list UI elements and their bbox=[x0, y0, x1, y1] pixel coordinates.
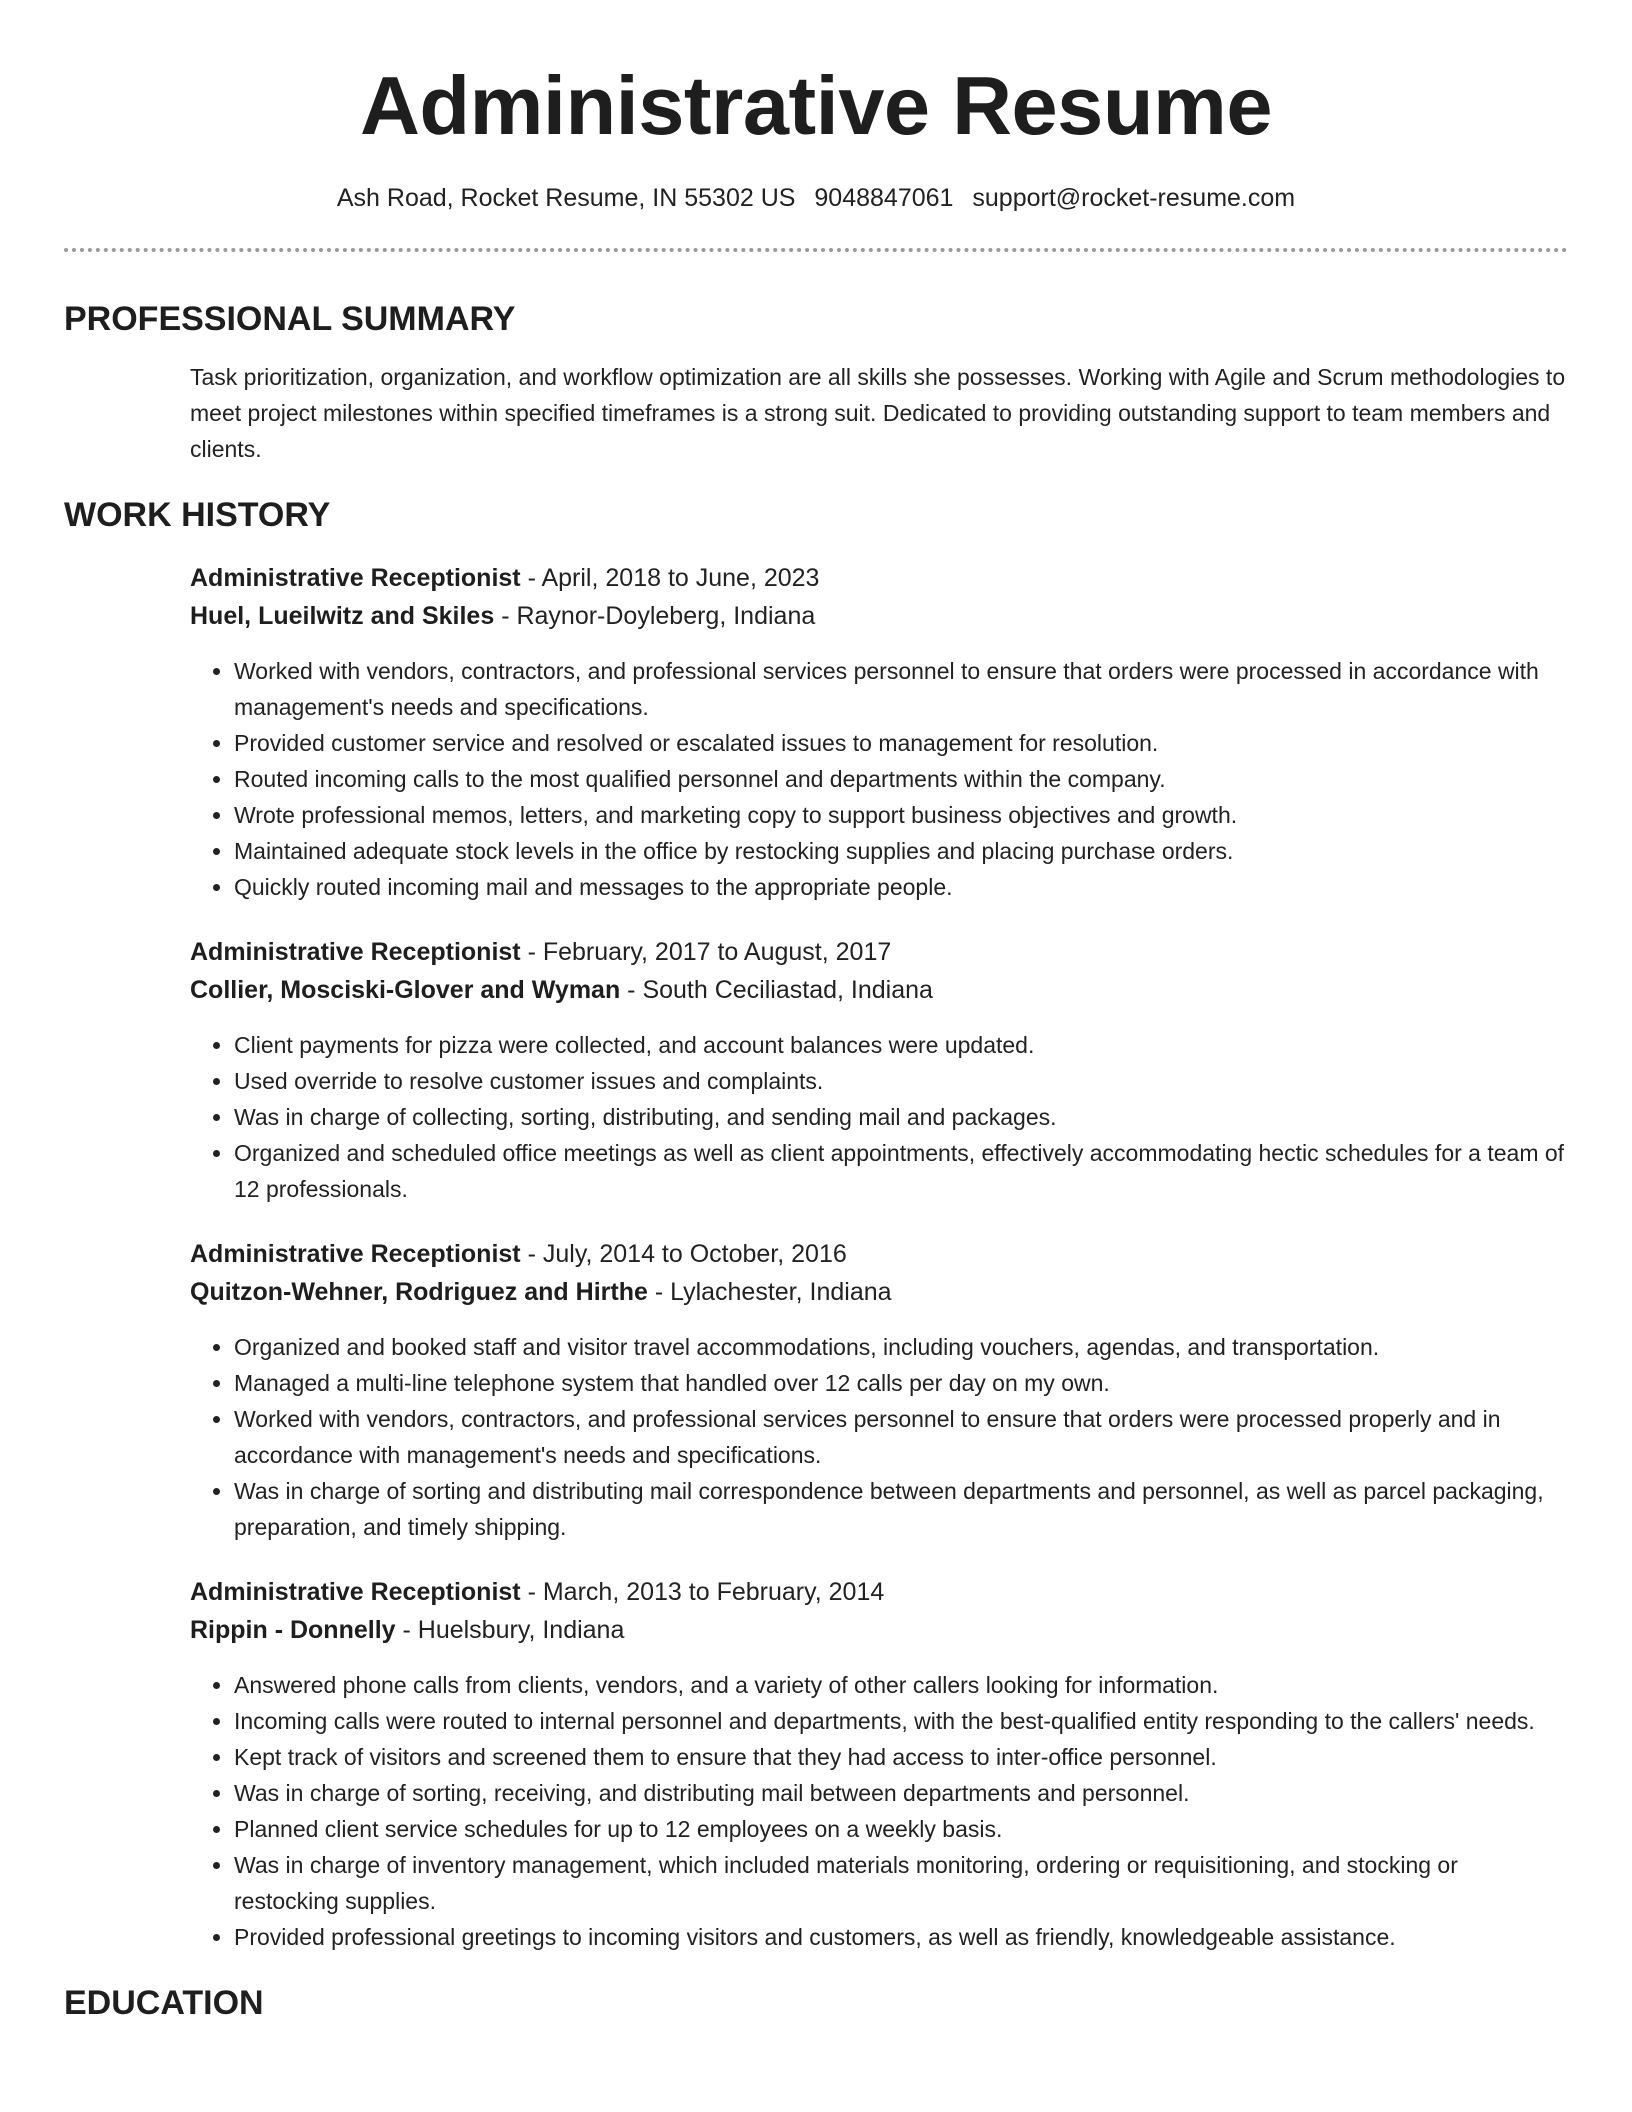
job-title-line bbox=[190, 559, 1568, 597]
job-duty-item: • Organized and booked staff and visitor travel accommodations, including vouchers, agendas, and transportation. bbox=[234, 1329, 1568, 1365]
job-dates: - March, 2013 to February, 2014 bbox=[520, 1578, 885, 1606]
job-duty-item: • Worked with vendors, contractors, and professional services personnel to ensure that orders were processed properly and in accordance with management's needs and specifications. bbox=[234, 1401, 1568, 1473]
job-title: Administrative Receptionist bbox=[190, 564, 521, 592]
job-dates: - February, 2017 to August, 2017 bbox=[520, 938, 892, 966]
job-duty-item: • Kept track of visitors and screened them to ensure that they had access to inter-office personnel. bbox=[234, 1739, 1568, 1775]
job-entry bbox=[190, 1235, 1568, 1545]
summary-text: Task prioritization, organization, and workflow optimization are all skills she possesses. Working with Agile and Scrum methodologies to meet project milestones within specified timeframes is a strong suit. Dedicated to providing outstanding support to team members and clients. bbox=[190, 364, 1566, 462]
work-history-list bbox=[0, 559, 1632, 1955]
job-duty-item: • Was in charge of sorting, receiving, and distributing mail between departments and personnel. bbox=[234, 1775, 1568, 1811]
job-duty-item: • Client payments for pizza were collected, and account balances were updated. bbox=[234, 1027, 1568, 1063]
job-company-line bbox=[190, 1611, 1568, 1649]
job-duty-item: • Organized and scheduled office meetings as well as client appointments, effectively accommodating hectic schedules for a team of 12 professionals. bbox=[234, 1135, 1568, 1207]
work-history-heading: WORK HISTORY bbox=[64, 496, 331, 534]
job-duty-item: • Answered phone calls from clients, vendors, and a variety of other callers looking for information. bbox=[234, 1667, 1568, 1703]
contact-address: Ash Road, Rocket Resume, IN 55302 US bbox=[336, 184, 796, 212]
job-title-line bbox=[190, 933, 1568, 971]
job-company: Quitzon-Wehner, Rodriguez and Hirthe bbox=[190, 1278, 648, 1306]
job-location: - Raynor-Doyleberg, Indiana bbox=[494, 602, 816, 630]
contact-phone: 9048847061 bbox=[814, 184, 954, 212]
job-location: - Lylachester, Indiana bbox=[647, 1278, 892, 1306]
job-title: Administrative Receptionist bbox=[190, 1578, 521, 1606]
job-duties-list bbox=[190, 653, 1568, 905]
job-duty-item: • Was in charge of sorting and distributing mail correspondence between departments and personnel, as well as parcel packaging, preparation, and timely shipping. bbox=[234, 1473, 1568, 1545]
job-title: Administrative Receptionist bbox=[190, 1240, 521, 1268]
job-company: Huel, Lueilwitz and Skiles bbox=[190, 602, 495, 630]
contact-line bbox=[0, 180, 1632, 216]
job-entry bbox=[190, 933, 1568, 1207]
job-location: - Huelsbury, Indiana bbox=[395, 1616, 625, 1644]
job-entry bbox=[190, 559, 1568, 905]
job-duties-list bbox=[190, 1027, 1568, 1207]
job-location: - South Ceciliastad, Indiana bbox=[620, 976, 933, 1004]
job-duty-item: • Wrote professional memos, letters, and marketing copy to support business objectives and growth. bbox=[234, 797, 1568, 833]
job-duty-item: • Was in charge of collecting, sorting, distributing, and sending mail and packages. bbox=[234, 1099, 1568, 1135]
header-divider bbox=[64, 248, 1568, 252]
job-title-line bbox=[190, 1573, 1568, 1611]
summary-heading: PROFESSIONAL SUMMARY bbox=[64, 300, 516, 338]
education-heading: EDUCATION bbox=[64, 1984, 264, 2022]
job-company: Rippin - Donnelly bbox=[190, 1616, 396, 1644]
job-title: Administrative Receptionist bbox=[190, 938, 521, 966]
job-dates: - July, 2014 to October, 2016 bbox=[520, 1240, 847, 1268]
job-duties-list bbox=[190, 1667, 1568, 1955]
job-duty-item: • Was in charge of inventory management, which included materials monitoring, ordering or requisitioning, and stocking or restocking supplies. bbox=[234, 1847, 1568, 1919]
job-duty-item: • Quickly routed incoming mail and messages to the appropriate people. bbox=[234, 869, 1568, 905]
job-company-line bbox=[190, 1273, 1568, 1311]
job-company-line bbox=[190, 597, 1568, 635]
job-duties-list bbox=[190, 1329, 1568, 1545]
job-duty-item: • Provided professional greetings to incoming visitors and customers, as well as friendly, knowledgeable assistance. bbox=[234, 1919, 1568, 1955]
job-duty-item: • Planned client service schedules for up to 12 employees on a weekly basis. bbox=[234, 1811, 1568, 1847]
job-duty-item: • Incoming calls were routed to internal personnel and departments, with the best-qualified entity responding to the callers' needs. bbox=[234, 1703, 1568, 1739]
job-entry bbox=[190, 1573, 1568, 1955]
job-duty-item: • Used override to resolve customer issues and complaints. bbox=[234, 1063, 1568, 1099]
resume-title: Administrative Resume bbox=[359, 59, 1273, 152]
job-duty-item: • Routed incoming calls to the most qualified personnel and departments within the company. bbox=[234, 761, 1568, 797]
job-duty-item: • Worked with vendors, contractors, and professional services personnel to ensure that orders were processed in accordance with management's needs and specifications. bbox=[234, 653, 1568, 725]
job-company-line bbox=[190, 971, 1568, 1009]
job-duty-item: • Provided customer service and resolved or escalated issues to management for resolution. bbox=[234, 725, 1568, 761]
job-duty-item: • Maintained adequate stock levels in the office by restocking supplies and placing purchase orders. bbox=[234, 833, 1568, 869]
contact-email: support@rocket-resume.com bbox=[972, 184, 1296, 212]
job-title-line bbox=[190, 1235, 1568, 1273]
job-duty-item: • Managed a multi-line telephone system that handled over 12 calls per day on my own. bbox=[234, 1365, 1568, 1401]
job-dates: - April, 2018 to June, 2023 bbox=[520, 564, 820, 592]
job-company: Collier, Mosciski-Glover and Wyman bbox=[190, 976, 621, 1004]
